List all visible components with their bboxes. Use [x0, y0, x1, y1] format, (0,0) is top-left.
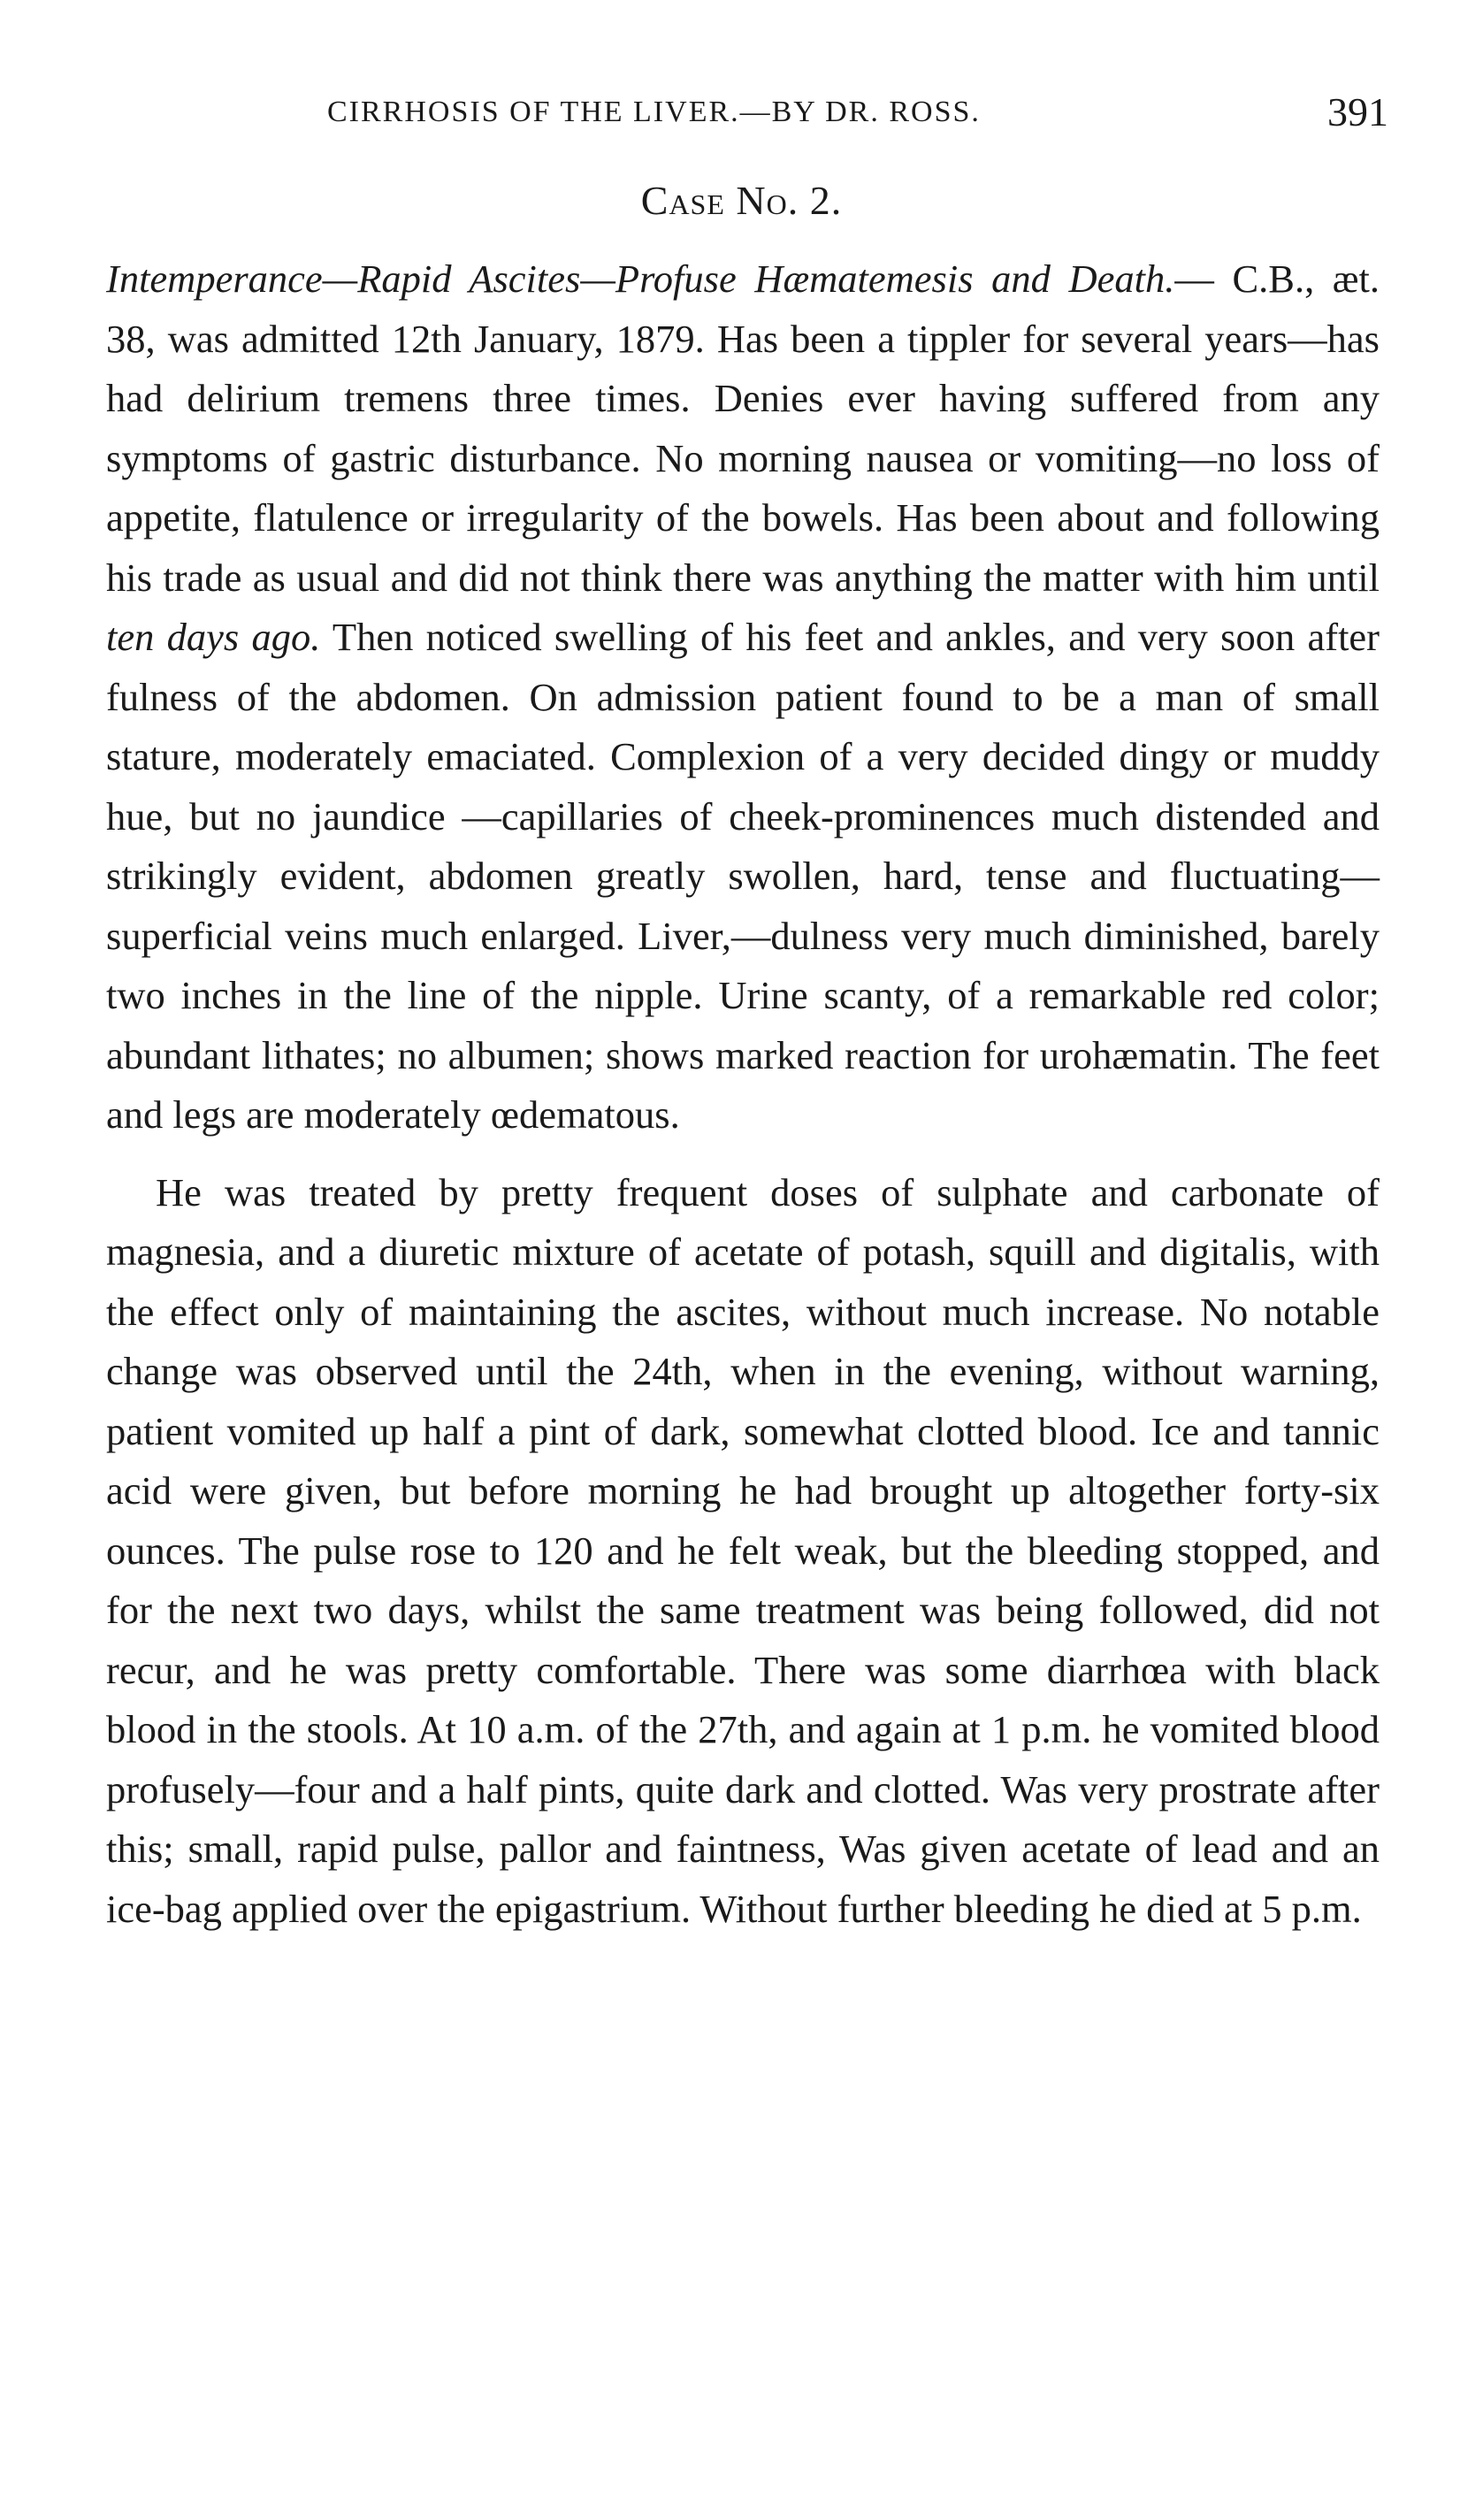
paragraph-2: He was treated by pretty frequent doses of sulphate and carbonate of magnesia, and a diuretic mixture of acetate of potash, squill and digitalis, with the effect only of maintaining the ascites, without much increase. No notable change was observed until the 24th, when in the evening, without warning, patient vomited up half a pint of dark, somewhat clotted blood. Ice and tannic acid were given, but before morning he had brought up altogether forty-six ounces. The pulse rose to 120 and he felt weak, but the bleeding stopped, and for the next two days, whilst the same treatment was being followed, did not recur, and he was pretty comfortable. There was some diarrhœa with black blood in the stools. At 10 a.m. of the 27th, and again at 1 p.m. he vomited blood profusely—four and a half pints, quite dark and clotted. Was very prostrate after this; small, rapid pulse, pallor and faintness, Was given acetate of lead and an ice-bag applied over the epigastrium. Without further bleeding he died at 5 p.m. — [106, 1169, 1380, 1931]
case-title: Intemperance—Rapid Ascites—Profuse Hæmatemesis and Death. — [106, 257, 1175, 301]
paragraph-1-emphasis: ten days ago. — [106, 615, 321, 659]
running-header — [106, 88, 1388, 142]
paragraph-1-text-b: Then noticed swelling of his feet and ankles, and very soon after fulness of the abdomen. On admission patient found to be a man of small stature, moderately emaciated. Complexion of a very decided dingy or muddy hue, but no jaundice —capillaries of cheek-prominences much distended and strikingly evident, abdomen greatly swollen, hard, tense and fluctuating—superficial veins much enlarged. Liver,—dulness very much diminished, barely two inches in the line of the nipple. Urine scanty, of a remarkable red color; abundant lithates; no albumen; shows marked reaction for urohæmatin. The feet and legs are moderately œdematous. — [106, 615, 1380, 1137]
paragraph-1 — [106, 249, 1380, 1145]
running-title: CIRRHOSIS OF THE LIVER.—BY DR. ROSS. — [327, 96, 981, 128]
case-body — [106, 249, 1380, 1939]
page-number: 391 — [1327, 89, 1388, 134]
case-heading: Case No. 2. — [640, 178, 843, 223]
paragraph-1-text-a: — C.B., æt. 38, was admitted 12th January, 1879. Has been a tippler for several years—has had delirium tremens three times. Denies ever having suffered from any symptoms of gastric disturbance. No morning nausea or vomiting—no loss of appetite, flatulence or irregularity of the bowels. Has been about and following his trade as usual and did not think there was anything the matter with him until — [106, 257, 1380, 600]
